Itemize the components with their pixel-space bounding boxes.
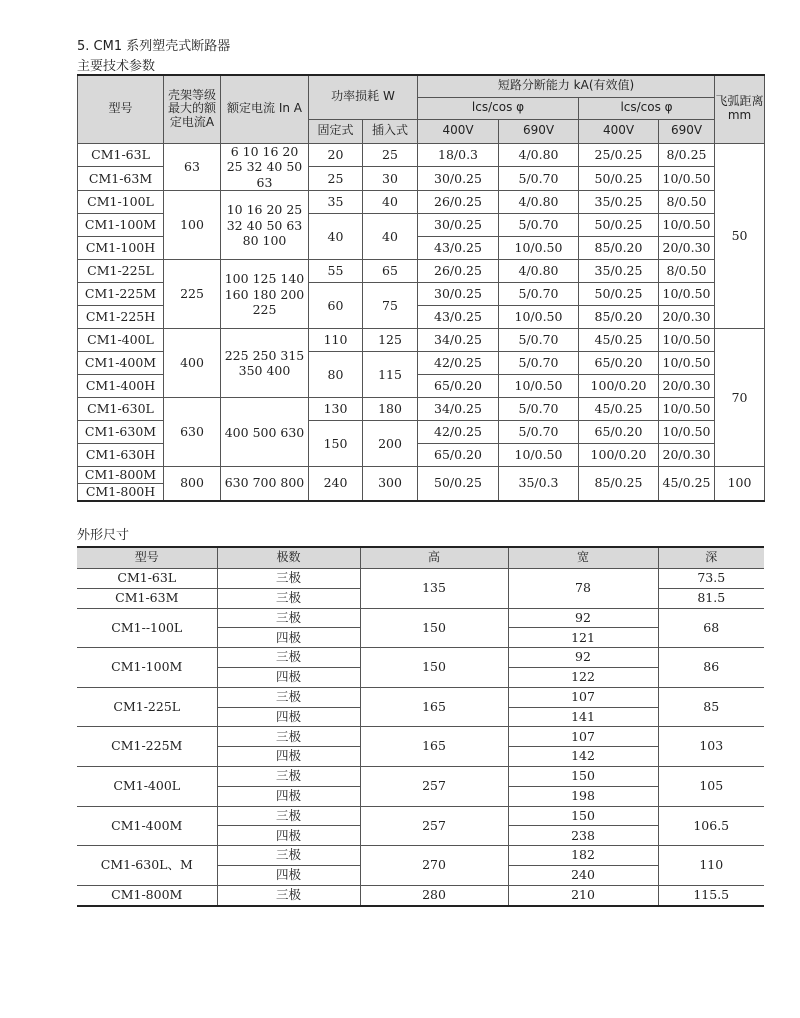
width-cell: 92 — [508, 648, 658, 668]
poles-cell: 三极 — [217, 569, 360, 589]
breaking-cell: 20/0.30 — [659, 444, 715, 467]
frame-cell: 100 — [164, 191, 221, 260]
breaking-cell: 5/0.70 — [499, 167, 579, 191]
col-fixed: 固定式 — [309, 119, 363, 143]
poles-cell: 三极 — [217, 648, 360, 668]
model-cell: CM1--100L — [77, 608, 217, 648]
breaking-cell: 100/0.20 — [579, 375, 659, 398]
poles-cell: 四极 — [217, 628, 360, 648]
arc-cell: 70 — [715, 329, 765, 467]
breaking-cell: 18/0.3 — [418, 143, 499, 167]
breaking-cell: 10/0.50 — [659, 421, 715, 444]
breaking-cell: 10/0.50 — [659, 167, 715, 191]
col-poles: 极数 — [217, 547, 360, 569]
table-row — [77, 806, 764, 826]
col-400v-a: 400V — [418, 119, 499, 143]
breaking-cell: 4/0.80 — [499, 143, 579, 167]
plugin-cell: 25 — [363, 143, 418, 167]
breaking-cell: 50/0.25 — [579, 214, 659, 237]
breaking-cell: 10/0.50 — [659, 283, 715, 306]
fixed-cell: 20 — [309, 143, 363, 167]
poles-cell: 三极 — [217, 846, 360, 866]
model-cell: CM1-630L、M — [77, 846, 217, 886]
breaking-cell: 35/0.3 — [499, 467, 579, 501]
current-cell: 10 16 20 25 32 40 50 63 80 100 — [221, 191, 309, 260]
width-cell: 122 — [508, 667, 658, 687]
poles-cell: 四极 — [217, 826, 360, 846]
breaking-cell: 10/0.50 — [499, 306, 579, 329]
breaking-cell: 10/0.50 — [499, 444, 579, 467]
poles-cell: 三极 — [217, 727, 360, 747]
current-cell: 225 250 315 350 400 — [221, 329, 309, 398]
table-row — [78, 260, 765, 283]
col-breaking-capacity: 短路分断能力 kA(有效值) — [418, 75, 715, 97]
tech-params-table — [77, 74, 765, 502]
breaking-cell: 43/0.25 — [418, 237, 499, 260]
depth-cell: 86 — [658, 648, 764, 688]
col-690v-a: 690V — [499, 119, 579, 143]
height-cell: 280 — [360, 885, 508, 905]
breaking-cell: 8/0.50 — [659, 260, 715, 283]
table-row — [78, 467, 765, 501]
breaking-cell: 43/0.25 — [418, 306, 499, 329]
breaking-cell: 26/0.25 — [418, 260, 499, 283]
breaking-cell: 65/0.20 — [579, 352, 659, 375]
breaking-cell: 34/0.25 — [418, 329, 499, 352]
height-cell: 257 — [360, 806, 508, 846]
frame-cell: 630 — [164, 398, 221, 467]
poles-cell: 四极 — [217, 747, 360, 767]
breaking-cell: 25/0.25 — [579, 143, 659, 167]
table-row — [77, 727, 764, 747]
height-cell: 165 — [360, 727, 508, 767]
model-cell: CM1-225L — [78, 260, 164, 283]
col-arc-distance: 飞弧距离mm — [715, 75, 765, 143]
breaking-cell: 85/0.20 — [579, 237, 659, 260]
model-cell: CM1-400H — [78, 375, 164, 398]
poles-cell: 三极 — [217, 885, 360, 905]
fixed-cell: 40 — [309, 214, 363, 260]
table-row — [77, 885, 764, 905]
fixed-cell: 130 — [309, 398, 363, 421]
table-row — [77, 846, 764, 866]
table-row — [78, 398, 765, 421]
width-cell: 107 — [508, 687, 658, 707]
frame-cell: 63 — [164, 143, 221, 191]
model-cell: CM1-400L — [77, 766, 217, 806]
height-cell: 150 — [360, 648, 508, 688]
width-cell: 92 — [508, 608, 658, 628]
current-cell: 6 10 16 20 25 32 40 50 63 — [221, 143, 309, 191]
col-height: 高 — [360, 547, 508, 569]
breaking-cell: 10/0.50 — [659, 214, 715, 237]
col-power-loss: 功率损耗 W — [309, 75, 418, 119]
plugin-cell: 200 — [363, 421, 418, 467]
model-cell: CM1-225L — [77, 687, 217, 727]
poles-cell: 三极 — [217, 687, 360, 707]
frame-cell: 225 — [164, 260, 221, 329]
model-cell: CM1-630M — [78, 421, 164, 444]
depth-cell: 106.5 — [658, 806, 764, 846]
model-cell: CM1-63L — [78, 143, 164, 167]
current-cell: 630 700 800 — [221, 467, 309, 501]
plugin-cell: 30 — [363, 167, 418, 191]
model-cell: CM1-63M — [78, 167, 164, 191]
plugin-cell: 180 — [363, 398, 418, 421]
fixed-cell: 110 — [309, 329, 363, 352]
breaking-cell: 35/0.25 — [579, 191, 659, 214]
breaking-cell: 26/0.25 — [418, 191, 499, 214]
depth-cell: 115.5 — [658, 885, 764, 905]
breaking-cell: 35/0.25 — [579, 260, 659, 283]
width-cell: 141 — [508, 707, 658, 727]
width-cell: 107 — [508, 727, 658, 747]
depth-cell: 81.5 — [658, 588, 764, 608]
plugin-cell: 65 — [363, 260, 418, 283]
fixed-cell: 240 — [309, 467, 363, 501]
table-row — [78, 329, 765, 352]
model-cell: CM1-100M — [78, 214, 164, 237]
breaking-cell: 5/0.70 — [499, 398, 579, 421]
plugin-cell: 115 — [363, 352, 418, 398]
plugin-cell: 75 — [363, 283, 418, 329]
width-cell: 142 — [508, 747, 658, 767]
model-cell: CM1-800M — [77, 885, 217, 905]
col-lcs-cos-1: lcs/cos φ — [418, 97, 579, 119]
breaking-cell: 30/0.25 — [418, 214, 499, 237]
table-row — [77, 766, 764, 786]
fixed-cell: 35 — [309, 191, 363, 214]
breaking-cell: 5/0.70 — [499, 214, 579, 237]
breaking-cell: 85/0.25 — [579, 467, 659, 501]
table-row — [77, 648, 764, 668]
model-cell: CM1-400M — [78, 352, 164, 375]
breaking-cell: 45/0.25 — [579, 398, 659, 421]
model-cell: CM1-225M — [78, 283, 164, 306]
height-cell: 135 — [360, 569, 508, 609]
model-cell: CM1-100M — [77, 648, 217, 688]
col-frame-current: 壳架等级最大的额定电流A — [164, 75, 221, 143]
width-cell: 182 — [508, 846, 658, 866]
width-cell: 121 — [508, 628, 658, 648]
height-cell: 257 — [360, 766, 508, 806]
breaking-cell: 20/0.30 — [659, 375, 715, 398]
model-cell: CM1-100H — [78, 237, 164, 260]
col-depth: 深 — [658, 547, 764, 569]
plugin-cell: 125 — [363, 329, 418, 352]
breaking-cell: 34/0.25 — [418, 398, 499, 421]
width-cell: 210 — [508, 885, 658, 905]
height-cell: 165 — [360, 687, 508, 727]
current-cell: 100 125 140 160 180 200 225 — [221, 260, 309, 329]
section-title: 5. CM1 系列塑壳式断路器 — [77, 39, 231, 54]
width-cell: 198 — [508, 786, 658, 806]
height-cell: 150 — [360, 608, 508, 648]
breaking-cell: 50/0.25 — [579, 283, 659, 306]
model-cell: CM1-63M — [77, 588, 217, 608]
model-cell: CM1-630H — [78, 444, 164, 467]
col-model: 型号 — [77, 547, 217, 569]
col-model: 型号 — [78, 75, 164, 143]
table-row — [77, 687, 764, 707]
col-width: 宽 — [508, 547, 658, 569]
col-400v-b: 400V — [579, 119, 659, 143]
breaking-cell: 8/0.50 — [659, 191, 715, 214]
arc-cell: 50 — [715, 143, 765, 329]
poles-cell: 三极 — [217, 806, 360, 826]
col-690v-b: 690V — [659, 119, 715, 143]
plugin-cell: 300 — [363, 467, 418, 501]
poles-cell: 四极 — [217, 865, 360, 885]
fixed-cell: 60 — [309, 283, 363, 329]
breaking-cell: 100/0.20 — [579, 444, 659, 467]
depth-cell: 68 — [658, 608, 764, 648]
col-lcs-cos-2: lcs/cos φ — [579, 97, 715, 119]
table-row — [78, 143, 765, 167]
model-cell: CM1-800M — [84, 467, 157, 483]
dimensions-table — [77, 546, 764, 907]
depth-cell: 85 — [658, 687, 764, 727]
breaking-cell: 65/0.20 — [579, 421, 659, 444]
width-cell: 150 — [508, 766, 658, 786]
width-cell: 78 — [508, 569, 658, 609]
poles-cell: 四极 — [217, 667, 360, 687]
breaking-cell: 5/0.70 — [499, 421, 579, 444]
model-cell: CM1-225M — [77, 727, 217, 767]
depth-cell: 103 — [658, 727, 764, 767]
breaking-cell: 65/0.20 — [418, 375, 499, 398]
breaking-cell: 42/0.25 — [418, 421, 499, 444]
frame-cell: 400 — [164, 329, 221, 398]
dimensions-title: 外形尺寸 — [77, 528, 130, 543]
model-cell: CM1-400L — [78, 329, 164, 352]
plugin-cell: 40 — [363, 191, 418, 214]
breaking-cell: 5/0.70 — [499, 283, 579, 306]
breaking-cell: 50/0.25 — [579, 167, 659, 191]
model-cell: CM1-100L — [78, 191, 164, 214]
depth-cell: 73.5 — [658, 569, 764, 589]
fixed-cell: 25 — [309, 167, 363, 191]
poles-cell: 三极 — [217, 588, 360, 608]
poles-cell: 四极 — [217, 786, 360, 806]
poles-cell: 四极 — [217, 707, 360, 727]
model-cell: CM1-400M — [77, 806, 217, 846]
breaking-cell: 45/0.25 — [659, 467, 715, 501]
breaking-cell: 65/0.20 — [418, 444, 499, 467]
breaking-cell: 4/0.80 — [499, 260, 579, 283]
breaking-cell: 10/0.50 — [499, 237, 579, 260]
table-row — [77, 569, 764, 589]
table-row — [78, 191, 765, 214]
breaking-cell: 10/0.50 — [499, 375, 579, 398]
model-cell: CM1-630L — [78, 398, 164, 421]
breaking-cell: 20/0.30 — [659, 237, 715, 260]
col-rated-current: 额定电流 In A — [221, 75, 309, 143]
breaking-cell: 10/0.50 — [659, 398, 715, 421]
frame-cell: 800 — [164, 467, 221, 501]
breaking-cell: 42/0.25 — [418, 352, 499, 375]
model-cell: CM1-63L — [77, 569, 217, 589]
breaking-cell: 45/0.25 — [579, 329, 659, 352]
breaking-cell: 20/0.30 — [659, 306, 715, 329]
fixed-cell: 55 — [309, 260, 363, 283]
breaking-cell: 5/0.70 — [499, 352, 579, 375]
breaking-cell: 10/0.50 — [659, 329, 715, 352]
breaking-cell: 50/0.25 — [418, 467, 499, 501]
depth-cell: 110 — [658, 846, 764, 886]
breaking-cell: 85/0.20 — [579, 306, 659, 329]
poles-cell: 三极 — [217, 608, 360, 628]
tech-params-title: 主要技术参数 — [77, 59, 156, 74]
breaking-cell: 8/0.25 — [659, 143, 715, 167]
breaking-cell: 10/0.50 — [659, 352, 715, 375]
current-cell: 400 500 630 — [221, 398, 309, 467]
width-cell: 150 — [508, 806, 658, 826]
height-cell: 270 — [360, 846, 508, 886]
width-cell: 238 — [508, 826, 658, 846]
arc-cell: 100 — [715, 467, 765, 501]
fixed-cell: 80 — [309, 352, 363, 398]
breaking-cell: 30/0.25 — [418, 283, 499, 306]
model-cell: CM1-800H — [78, 483, 163, 500]
breaking-cell: 5/0.70 — [499, 329, 579, 352]
col-plugin: 插入式 — [363, 119, 418, 143]
fixed-cell: 150 — [309, 421, 363, 467]
plugin-cell: 40 — [363, 214, 418, 260]
breaking-cell: 30/0.25 — [418, 167, 499, 191]
table-row — [77, 608, 764, 628]
breaking-cell: 4/0.80 — [499, 191, 579, 214]
width-cell: 240 — [508, 865, 658, 885]
poles-cell: 三极 — [217, 766, 360, 786]
model-cell: CM1-225H — [78, 306, 164, 329]
depth-cell: 105 — [658, 766, 764, 806]
